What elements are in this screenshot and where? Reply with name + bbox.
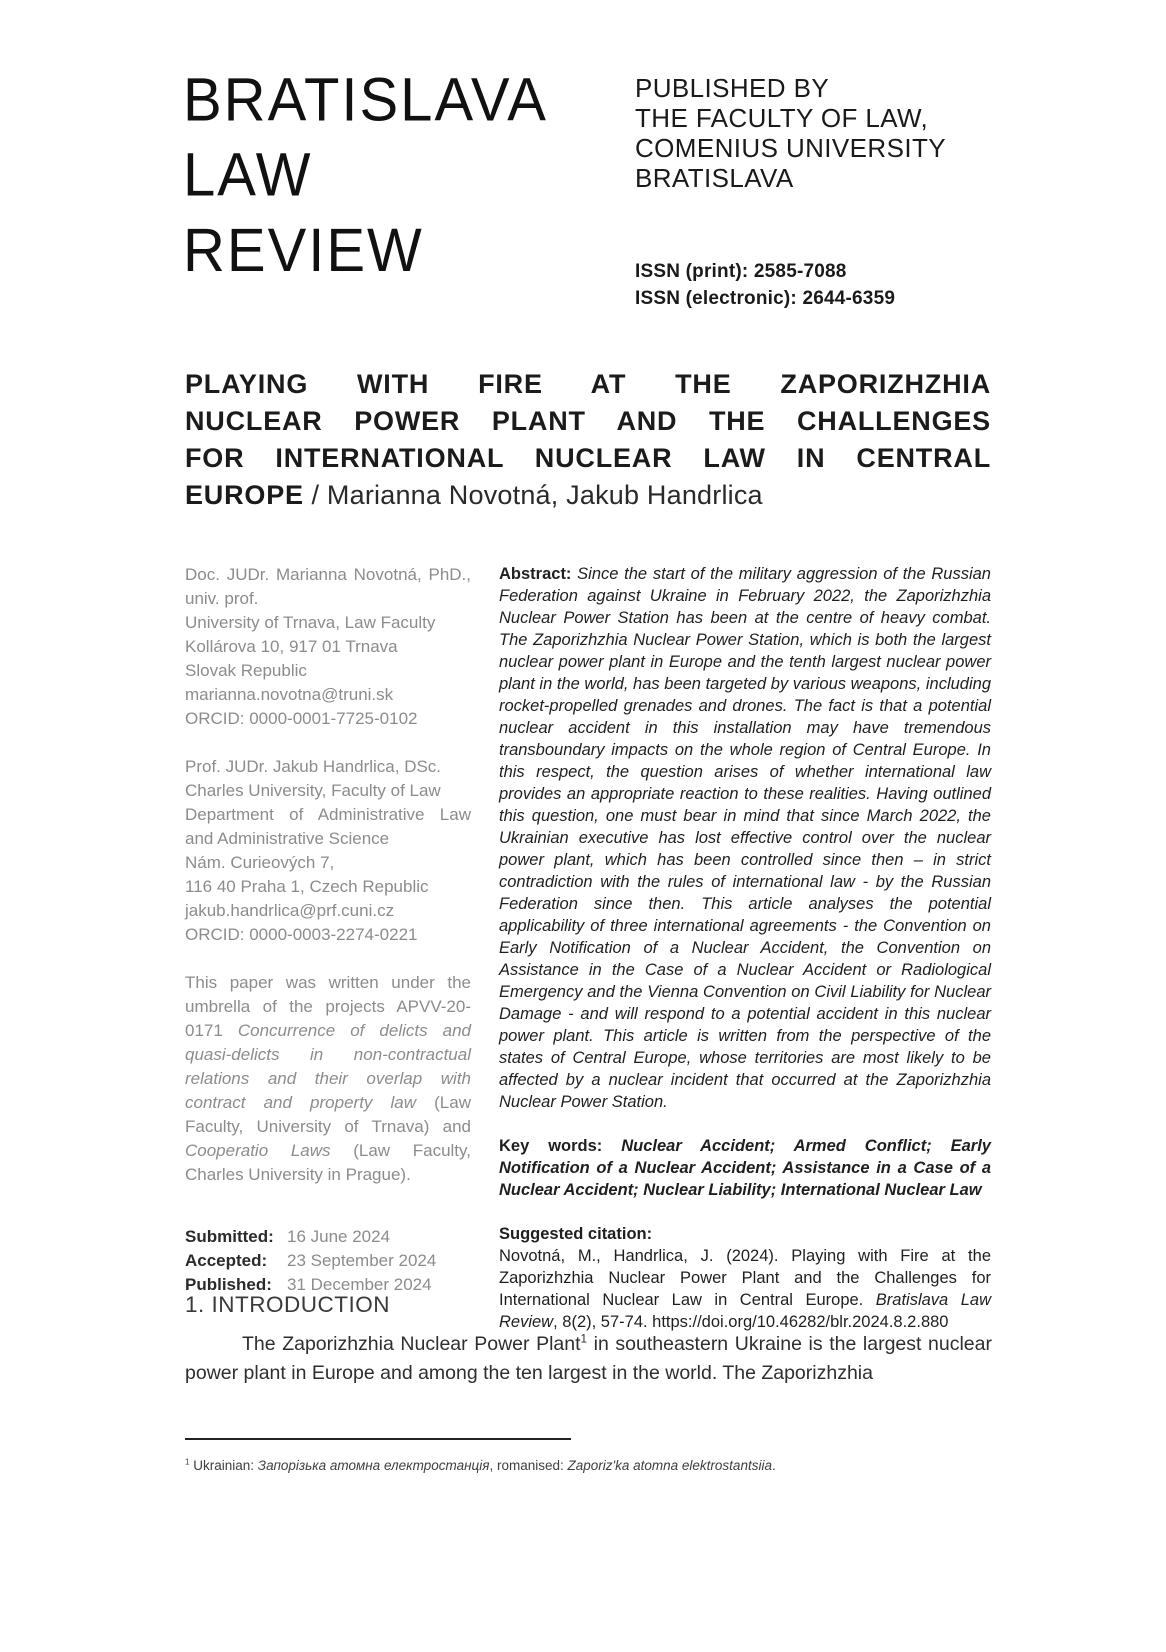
publisher-line-2: THE FACULTY OF LAW, xyxy=(635,103,929,133)
footnote-1-text-2: , romanised: xyxy=(489,1458,568,1473)
masthead-line-bratislava: BRATISLAVA xyxy=(183,65,548,135)
citation-label: Suggested citation: xyxy=(499,1225,653,1243)
footnote-separator xyxy=(185,1438,571,1440)
issn-electronic: ISSN (electronic): 2644-6359 xyxy=(635,288,896,309)
abstract-text: Since the start of the military aggression of the Russian Federation against Ukraine in February 2022, the Zaporizhzhia Nuclear Power Station has been at the centre of heavy combat. The Zaporizhzhia Nuclear Power Station, which is both the largest nuclear power plant in Europe and the tenth largest nuclear power plant in the world, has been targeted by various weapons, including rocket-propelled grenades and drones. The fact is that a potential nuclear accident in this installation may have tremendous transboundary impacts on the whole region of Central Europe. In this respect, the question arises of whether international law provides an appropriate reaction to these realities. Having outlined this question, one must bear in mind that since March 2022, the Ukrainian executive has lost effective control over the nuclear power plant, which has been controlled since then – in strict contradiction with the rules of international law - by the Russian Federation since then. This article analyses the potential applicability of three international agreements - the Convention on Early Notification of a Nuclear Accident, the Convention on Assistance in the Case of a Nuclear Accident or Radiological Emergency and the Vienna Convention on Civil Liability for Nuclear Damage - and will respond to a potential accident in this nuclear power plant. This article is written from the perspective of the states of Central Europe, whose territories are most likely to be affected by a nuclear incident that occurred at the Zaporizhzhia Nuclear Power Station. xyxy=(499,565,991,1111)
funding-note-text-1: This paper was written under the umbrella of the projects APVV-20-0171 xyxy=(185,973,471,1040)
publisher-block xyxy=(635,73,946,193)
footnote-1-ukrainian-name: Запорізька атомна електростанція xyxy=(257,1458,490,1473)
suggested-citation-section xyxy=(499,1223,991,1333)
accepted-value: 23 September 2024 xyxy=(287,1251,437,1270)
submitted-label: Submitted: xyxy=(185,1227,274,1246)
author2-affiliation-1: Charles University, Faculty of Law xyxy=(185,781,441,800)
intro-text-after-footnote-ref: in southeastern Ukraine is the largest nuclear power plant in Europe and among the ten largest in the world. The Zaporizhzhia xyxy=(185,1333,992,1384)
citation-text-part-1: Novotná, M., Handrlica, J. (2024). Playing with Fire at the Zaporizhzhia Nuclear Power Plant and the Challenges for International Nuclear Law in Central Europe. xyxy=(499,1247,991,1309)
keywords-text: Nuclear Accident; Armed Conflict; Early Notification of a Nuclear Accident; Assistance in a Case of a Nuclear Accident; Nuclear Liability; International Nuclear Law xyxy=(499,1137,991,1199)
submitted-row xyxy=(185,1225,471,1249)
publisher-line-1: PUBLISHED BY xyxy=(635,73,830,103)
title-line-4-bold: EUROPE xyxy=(185,480,304,510)
author1-email: marianna.novotna@truni.sk xyxy=(185,685,394,704)
author-block-1 xyxy=(185,563,471,731)
article-title xyxy=(185,366,991,514)
accepted-row xyxy=(185,1249,471,1273)
citation-text xyxy=(499,1245,991,1333)
footnote-1 xyxy=(185,1456,992,1475)
article-dates xyxy=(185,1225,471,1297)
author2-orcid: ORCID: 0000-0003-2274-0221 xyxy=(185,925,418,944)
published-value: 31 December 2024 xyxy=(287,1275,432,1294)
author1-affiliation: University of Trnava, Law Faculty xyxy=(185,613,436,632)
issn-print: ISSN (print): 2585-7088 xyxy=(635,261,847,282)
publisher-line-3: COMENIUS UNIVERSITY xyxy=(635,133,946,163)
masthead-line-review: REVIEW xyxy=(183,215,424,285)
issn-block xyxy=(635,258,895,312)
author1-orcid: ORCID: 0000-0001-7725-0102 xyxy=(185,709,418,728)
submitted-value: 16 June 2024 xyxy=(287,1227,391,1246)
author-block-2 xyxy=(185,755,471,947)
journal-masthead xyxy=(183,62,548,288)
abstract-section xyxy=(499,563,991,1113)
footnote-reference-1: 1 xyxy=(580,1332,588,1346)
title-line-1: PLAYING WITH FIRE AT THE ZAPORIZHZHIA xyxy=(185,369,991,399)
title-line-3: FOR INTERNATIONAL NUCLEAR LAW IN CENTRAL xyxy=(185,443,991,473)
intro-text-before-footnote-ref: The Zaporizhzhia Nuclear Power Plant xyxy=(242,1333,581,1355)
abstract-column xyxy=(499,563,991,1333)
author2-affiliation-2: Department of Administrative Law and Administrative Science xyxy=(185,805,471,848)
title-line-2: NUCLEAR POWER PLANT AND THE CHALLENGES xyxy=(185,406,991,436)
author1-country: Slovak Republic xyxy=(185,661,307,680)
funding-note-text-2: (Law Faculty, University of Trnava) and xyxy=(185,1093,471,1136)
publisher-line-4: BRATISLAVA xyxy=(635,163,794,193)
author1-name: Doc. JUDr. Marianna Novotná, PhD., univ. prof. xyxy=(185,565,471,608)
funding-note-project-1: Concurrence of delicts and quasi-delicts in non-contractual relations and their overlap with contract and property law xyxy=(185,1021,471,1112)
footnote-1-romanised-name: Zaporiz'ka atomna elektrostantsiia xyxy=(567,1458,772,1473)
author2-address-1: Nám. Curieových 7, xyxy=(185,853,335,872)
accepted-label: Accepted: xyxy=(185,1251,268,1270)
keywords-label: Key words: xyxy=(499,1137,603,1155)
keywords-section xyxy=(499,1135,991,1201)
published-label: Published: xyxy=(185,1275,272,1294)
funding-note-project-2: Cooperatio Laws xyxy=(185,1141,331,1160)
funding-note xyxy=(185,971,471,1187)
abstract-label: Abstract: xyxy=(499,565,572,583)
citation-text-part-2: , 8(2), 57-74. https://doi.org/10.46282/blr.2024.8.2.880 xyxy=(553,1313,949,1331)
author2-address-2: 116 40 Praha 1, Czech Republic xyxy=(185,877,429,896)
section-heading-introduction: 1. INTRODUCTION xyxy=(185,1292,391,1317)
title-authors: / Marianna Novotná, Jakub Handrlica xyxy=(303,480,763,510)
footnote-1-text-1: Ukrainian: xyxy=(189,1458,258,1473)
footnote-1-text-3: . xyxy=(771,1458,776,1473)
funding-note-text-3: (Law Faculty, Charles University in Prague). xyxy=(185,1141,471,1184)
author1-address: Kollárova 10, 917 01 Trnava xyxy=(185,637,398,656)
article-meta-columns xyxy=(185,563,991,1333)
masthead-line-law: LAW xyxy=(183,140,313,210)
introduction-paragraph xyxy=(185,1330,992,1388)
title-line-4 xyxy=(185,477,991,514)
author2-email: jakub.handrlica@prf.cuni.cz xyxy=(185,901,395,920)
author-info-column xyxy=(185,563,471,1333)
citation-journal-name: Bratislava Law Review xyxy=(499,1291,991,1331)
author2-name: Prof. JUDr. Jakub Handrlica, DSc. xyxy=(185,757,442,776)
footnote-1-marker: 1 xyxy=(185,1457,190,1467)
